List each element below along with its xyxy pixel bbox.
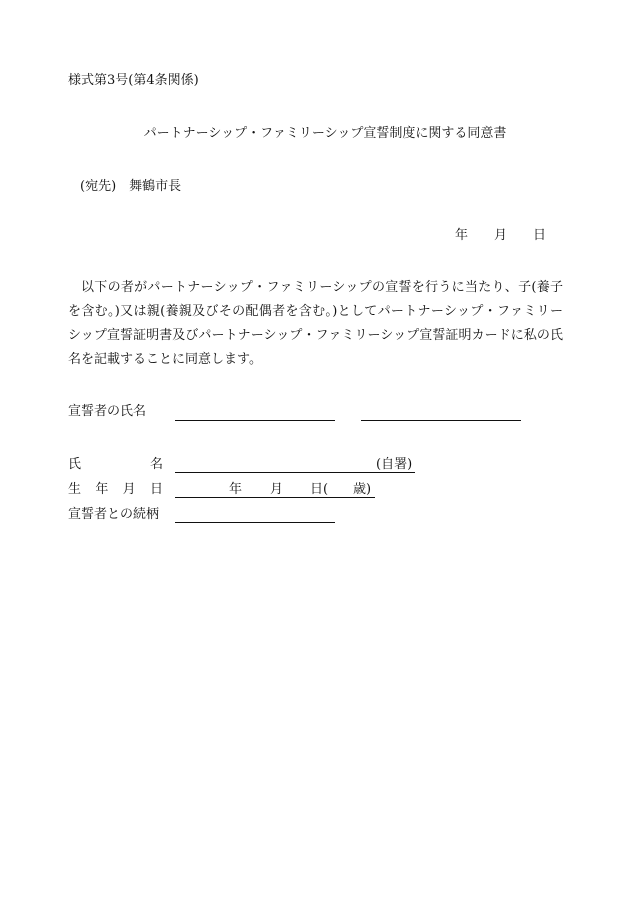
- name-label-mei: 名: [149, 457, 163, 472]
- name-label-shi: 氏: [68, 457, 82, 472]
- date-line: [455, 228, 546, 244]
- consent-paragraph: 以下の者がパートナーシップ・ファミリーシップの宣誓を行うに当たり、子(養子を含む。)又は親(養親及びその配偶者を含む。)としてパートナーシップ・ファミリーシップ宣誓証明書及びパートナーシップ・ファミリーシップ宣誓証明カードに私の氏名を記載することに同意します。: [68, 280, 563, 367]
- birth-day-unit: 日(: [310, 482, 329, 497]
- relationship-field[interactable]: [175, 522, 335, 523]
- page-title: パートナーシップ・ファミリーシップ宣誓制度に関する同意書: [143, 126, 507, 141]
- date-day: 日: [533, 228, 547, 243]
- consent-statement: [68, 276, 563, 372]
- self-signature-note: (自署): [376, 457, 413, 472]
- declarant-name-field-1[interactable]: [175, 420, 335, 421]
- date-month: 月: [494, 228, 508, 243]
- birth-label-char-3: 月: [122, 482, 136, 497]
- form-number: 様式第3号(第4条関係): [68, 73, 199, 88]
- declarant-name-label: 宣誓者の氏名: [68, 404, 147, 419]
- birth-label-char-4: 日: [149, 482, 163, 497]
- addressee: (宛先) 舞鶴市長: [80, 179, 182, 194]
- birth-year-unit: 年: [229, 482, 243, 497]
- relationship-label: 宣誓者との続柄: [68, 507, 160, 522]
- birth-label-char-2: 年: [95, 482, 109, 497]
- birth-label-char-1: 生: [68, 482, 82, 497]
- birth-month-unit: 月: [270, 482, 284, 497]
- date-year: 年: [455, 228, 469, 243]
- name-label: [68, 457, 163, 473]
- birthdate-label: [68, 482, 163, 498]
- age-unit: 歳): [353, 482, 372, 497]
- declarant-name-field-2[interactable]: [361, 420, 521, 421]
